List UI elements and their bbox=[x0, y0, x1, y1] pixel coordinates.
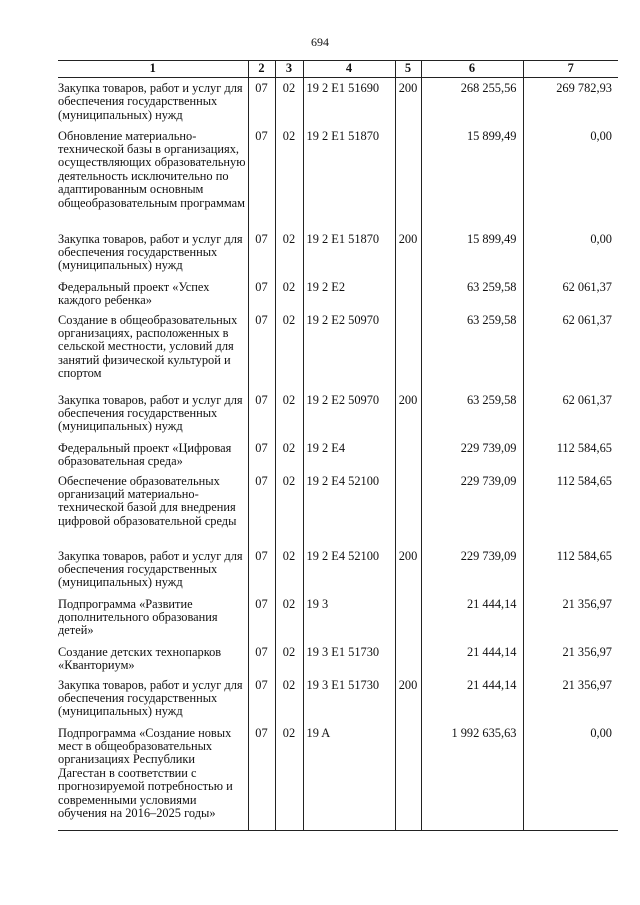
row-amount-col6: 229 739,09 bbox=[421, 471, 523, 546]
row-expense-type bbox=[395, 471, 421, 546]
row-amount-col7: 21 356,97 bbox=[523, 642, 618, 675]
row-subsection: 02 bbox=[275, 229, 303, 277]
row-section: 07 bbox=[248, 594, 275, 642]
row-subsection: 02 bbox=[275, 546, 303, 594]
row-amount-col7: 112 584,65 bbox=[523, 471, 618, 546]
column-header: 5 bbox=[395, 61, 421, 78]
row-amount-col6: 21 444,14 bbox=[421, 594, 523, 642]
row-subsection: 02 bbox=[275, 438, 303, 471]
row-amount-col7: 112 584,65 bbox=[523, 438, 618, 471]
row-name: Создание детских технопарков «Кванториум» bbox=[58, 644, 222, 672]
row-subsection: 02 bbox=[275, 471, 303, 546]
row-expense-type: 200 bbox=[395, 675, 421, 723]
row-target-article: 19 2 E1 51690 bbox=[303, 78, 395, 126]
row-section: 07 bbox=[248, 277, 275, 310]
row-target-article: 19 2 E1 51870 bbox=[303, 126, 395, 229]
row-target-article: 19 2 E4 bbox=[303, 438, 395, 471]
row-amount-col7: 62 061,37 bbox=[523, 277, 618, 310]
table-row bbox=[58, 126, 618, 229]
page-number: 694 bbox=[311, 35, 329, 49]
row-subsection: 02 bbox=[275, 78, 303, 126]
row-amount-col6: 63 259,58 bbox=[421, 277, 523, 310]
column-header: 2 bbox=[248, 61, 275, 78]
row-amount-col7: 62 061,37 bbox=[523, 390, 618, 438]
row-section: 07 bbox=[248, 546, 275, 594]
row-target-article: 19 2 E4 52100 bbox=[303, 471, 395, 546]
row-amount-col7: 269 782,93 bbox=[523, 78, 618, 126]
row-subsection: 02 bbox=[275, 277, 303, 310]
table-row bbox=[58, 438, 618, 471]
table-row bbox=[58, 642, 618, 675]
table-row bbox=[58, 310, 618, 390]
row-amount-col7: 21 356,97 bbox=[523, 594, 618, 642]
row-amount-col6: 15 899,49 bbox=[421, 229, 523, 277]
row-target-article: 19 3 bbox=[303, 594, 395, 642]
row-amount-col7: 112 584,65 bbox=[523, 546, 618, 594]
table-row bbox=[58, 229, 618, 277]
row-name: Закупка товаров, работ и услуг для обеспечения государственных (муниципальных) нужд bbox=[58, 548, 243, 590]
row-name: Закупка товаров, работ и услуг для обеспечения государственных (муниципальных) нужд bbox=[58, 677, 243, 719]
row-target-article: 19 3 E1 51730 bbox=[303, 675, 395, 723]
row-subsection: 02 bbox=[275, 675, 303, 723]
table-row bbox=[58, 277, 618, 310]
row-name: Создание в общеобразовательных организациях, расположенных в сельской местности, условий для занятий физической культурой и спортом bbox=[58, 312, 238, 381]
row-amount-col6: 15 899,49 bbox=[421, 126, 523, 229]
row-subsection: 02 bbox=[275, 126, 303, 229]
row-expense-type: 200 bbox=[395, 390, 421, 438]
row-section: 07 bbox=[248, 78, 275, 126]
row-section: 07 bbox=[248, 229, 275, 277]
row-amount-col6: 63 259,58 bbox=[421, 390, 523, 438]
row-expense-type bbox=[395, 126, 421, 229]
row-amount-col6: 229 739,09 bbox=[421, 546, 523, 594]
column-header: 7 bbox=[523, 61, 618, 78]
row-name: Подпрограмма «Развитие дополнительного образования детей» bbox=[58, 596, 218, 638]
row-expense-type bbox=[395, 642, 421, 675]
row-section: 07 bbox=[248, 675, 275, 723]
row-name: Федеральный проект «Успех каждого ребенка» bbox=[58, 279, 210, 307]
row-target-article: 19 2 E2 50970 bbox=[303, 310, 395, 390]
row-subsection: 02 bbox=[275, 390, 303, 438]
row-expense-type: 200 bbox=[395, 546, 421, 594]
row-expense-type: 200 bbox=[395, 78, 421, 126]
row-name: Закупка товаров, работ и услуг для обеспечения государственных (муниципальных) нужд bbox=[58, 81, 243, 122]
row-target-article: 19 2 E4 52100 bbox=[303, 546, 395, 594]
row-amount-col6: 229 739,09 bbox=[421, 438, 523, 471]
table-row bbox=[58, 471, 618, 546]
row-target-article: 19 2 E1 51870 bbox=[303, 229, 395, 277]
row-expense-type bbox=[395, 310, 421, 390]
table-row bbox=[58, 675, 618, 723]
row-amount-col7: 62 061,37 bbox=[523, 310, 618, 390]
row-amount-col7: 21 356,97 bbox=[523, 675, 618, 723]
row-expense-type: 200 bbox=[395, 229, 421, 277]
row-amount-col6: 21 444,14 bbox=[421, 642, 523, 675]
row-target-article: 19 A bbox=[303, 723, 395, 831]
header-row bbox=[58, 61, 618, 78]
row-subsection: 02 bbox=[275, 642, 303, 675]
row-section: 07 bbox=[248, 723, 275, 831]
row-section: 07 bbox=[248, 390, 275, 438]
row-expense-type bbox=[395, 438, 421, 471]
row-amount-col7: 0,00 bbox=[523, 229, 618, 277]
column-header: 4 bbox=[303, 61, 395, 78]
row-amount-col7: 0,00 bbox=[523, 126, 618, 229]
row-name: Обновление материально-технической базы в организациях, осуществляющих образовательную деятельность исключительно по адаптированным основным общеобразовательным программам bbox=[58, 128, 246, 210]
row-target-article: 19 2 E2 50970 bbox=[303, 390, 395, 438]
row-section: 07 bbox=[248, 642, 275, 675]
row-amount-col7: 0,00 bbox=[523, 723, 618, 831]
table-row bbox=[58, 546, 618, 594]
row-name: Федеральный проект «Цифровая образовательная среда» bbox=[58, 440, 232, 468]
row-expense-type bbox=[395, 594, 421, 642]
row-section: 07 bbox=[248, 438, 275, 471]
table-row bbox=[58, 594, 618, 642]
row-amount-col6: 1 992 635,63 bbox=[421, 723, 523, 831]
row-expense-type bbox=[395, 723, 421, 831]
budget-table bbox=[58, 60, 618, 831]
row-section: 07 bbox=[248, 471, 275, 546]
table-row bbox=[58, 723, 618, 831]
row-section: 07 bbox=[248, 126, 275, 229]
row-amount-col6: 63 259,58 bbox=[421, 310, 523, 390]
row-subsection: 02 bbox=[275, 310, 303, 390]
row-name: Закупка товаров, работ и услуг для обеспечения государственных (муниципальных) нужд bbox=[58, 392, 243, 434]
row-expense-type bbox=[395, 277, 421, 310]
row-name: Подпрограмма «Создание новых мест в общеобразовательных организациях Республики Дагестан в соответствии с прогнозируемой потребностью и современными условиями обучения на 2016–2025 годы» bbox=[58, 723, 248, 831]
row-target-article: 19 2 E2 bbox=[303, 277, 395, 310]
column-header: 6 bbox=[421, 61, 523, 78]
row-name: Закупка товаров, работ и услуг для обеспечения государственных (муниципальных) нужд bbox=[58, 231, 243, 273]
table-row bbox=[58, 78, 618, 126]
row-amount-col6: 268 255,56 bbox=[421, 78, 523, 126]
row-subsection: 02 bbox=[275, 594, 303, 642]
column-header: 1 bbox=[58, 61, 248, 78]
row-section: 07 bbox=[248, 310, 275, 390]
table-row bbox=[58, 390, 618, 438]
row-target-article: 19 3 E1 51730 bbox=[303, 642, 395, 675]
row-subsection: 02 bbox=[275, 723, 303, 831]
row-amount-col6: 21 444,14 bbox=[421, 675, 523, 723]
column-header: 3 bbox=[275, 61, 303, 78]
row-name: Обеспечение образовательных организаций материально-технической базой для внедрения цифровой образовательной среды bbox=[58, 473, 237, 528]
